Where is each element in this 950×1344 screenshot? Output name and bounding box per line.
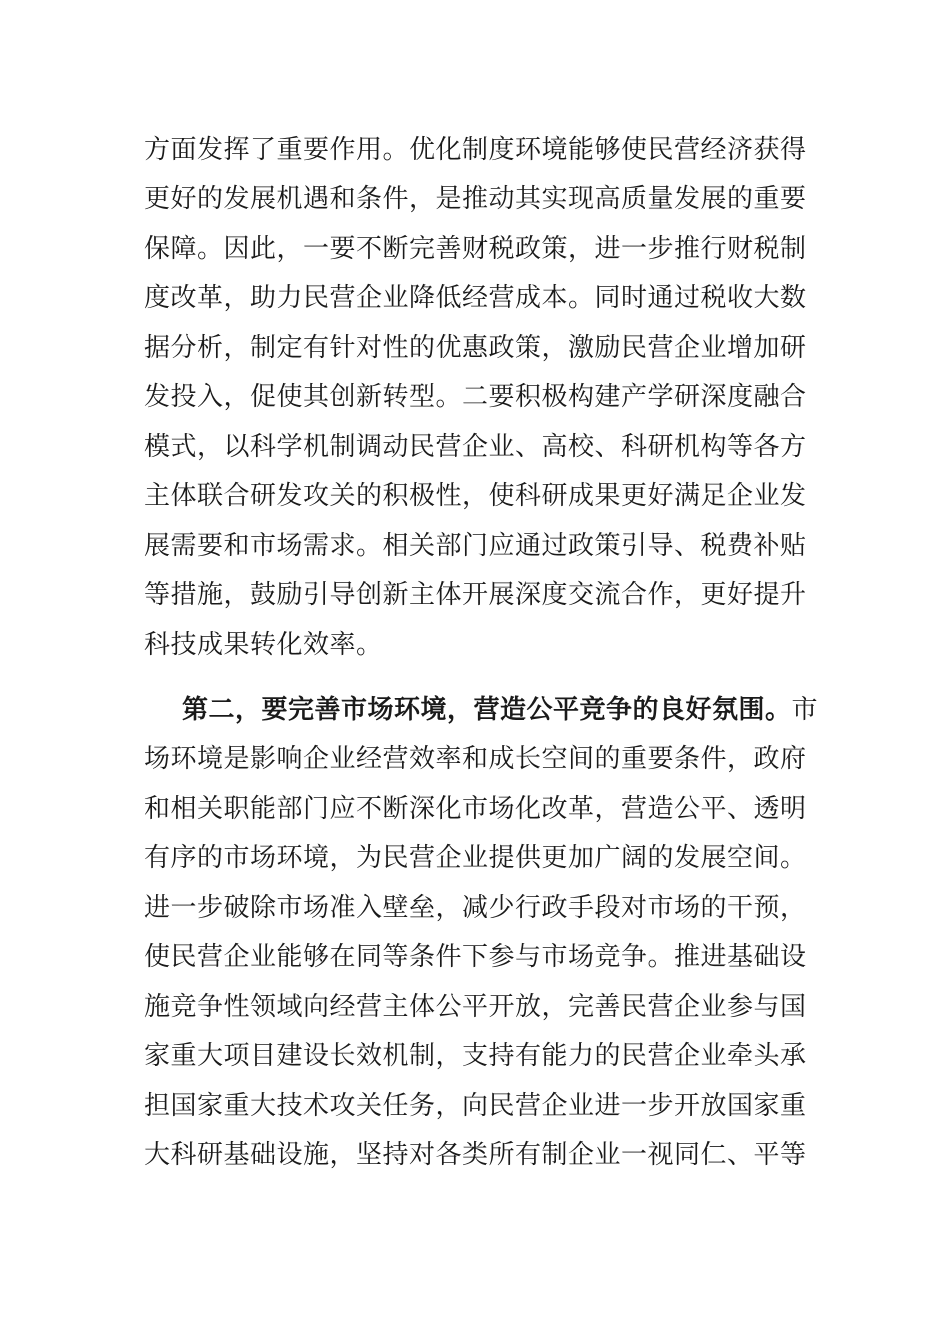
paragraph-2-line: 和相关职能部门应不断深化市场化改革，营造公平、透明 <box>144 794 807 824</box>
paragraph-1-line: 科技成果转化效率。 <box>144 630 383 660</box>
section-heading: 第二，要完善市场环境，营造公平竞争的良好氛围。 <box>182 695 792 725</box>
paragraph-1-line: 据分析，制定有针对性的优惠政策，激励民营企业增加研 <box>144 333 807 363</box>
paragraph-1-line: 方面发挥了重要作用。优化制度环境能够使民营经济获得 <box>144 135 807 165</box>
paragraph-2-line: 施竞争性领域向经营主体公平开放，完善民营企业参与国 <box>144 992 807 1022</box>
paragraph-2-line: 大科研基础设施，坚持对各类所有制企业一视同仁、平等 <box>144 1140 807 1170</box>
paragraph-2-line: 有序的市场环境，为民营企业提供更加广阔的发展空间。 <box>144 843 807 873</box>
paragraph-2-line: 担国家重大技术攻关任务，向民营企业进一步开放国家重 <box>144 1091 807 1121</box>
paragraph-1-line: 保障。因此，一要不断完善财税政策，进一步推行财税制 <box>144 234 807 264</box>
paragraph-2-line: 使民营企业能够在同等条件下参与市场竞争。推进基础设 <box>144 942 807 972</box>
paragraph-1-line: 等措施，鼓励引导创新主体开展深度交流合作，更好提升 <box>144 580 807 610</box>
paragraph-2-first-line-rest: 市 <box>791 695 819 725</box>
paragraph-1-line: 展需要和市场需求。相关部门应通过政策引导、税费补贴 <box>144 531 807 561</box>
paragraph-2-first-line <box>144 685 818 735</box>
paragraph-1-line: 更好的发展机遇和条件，是推动其实现高质量发展的重要 <box>144 184 807 214</box>
paragraph-1-line: 模式，以科学机制调动民营企业、高校、科研机构等各方 <box>144 432 807 462</box>
paragraph-1-line: 度改革，助力民营企业降低经营成本。同时通过税收大数 <box>144 283 807 313</box>
paragraph-1-line: 发投入，促使其创新转型。二要积极构建产学研深度融合 <box>144 382 807 412</box>
paragraph-2-line: 进一步破除市场准入壁垒，减少行政手段对市场的干预， <box>144 893 807 923</box>
paragraph-2-line: 家重大项目建设长效机制，支持有能力的民营企业牵头承 <box>144 1041 807 1071</box>
paragraph-1-line: 主体联合研发攻关的积极性，使科研成果更好满足企业发 <box>144 481 807 511</box>
paragraph-2-line: 场环境是影响企业经营效率和成长空间的重要条件，政府 <box>144 744 807 774</box>
